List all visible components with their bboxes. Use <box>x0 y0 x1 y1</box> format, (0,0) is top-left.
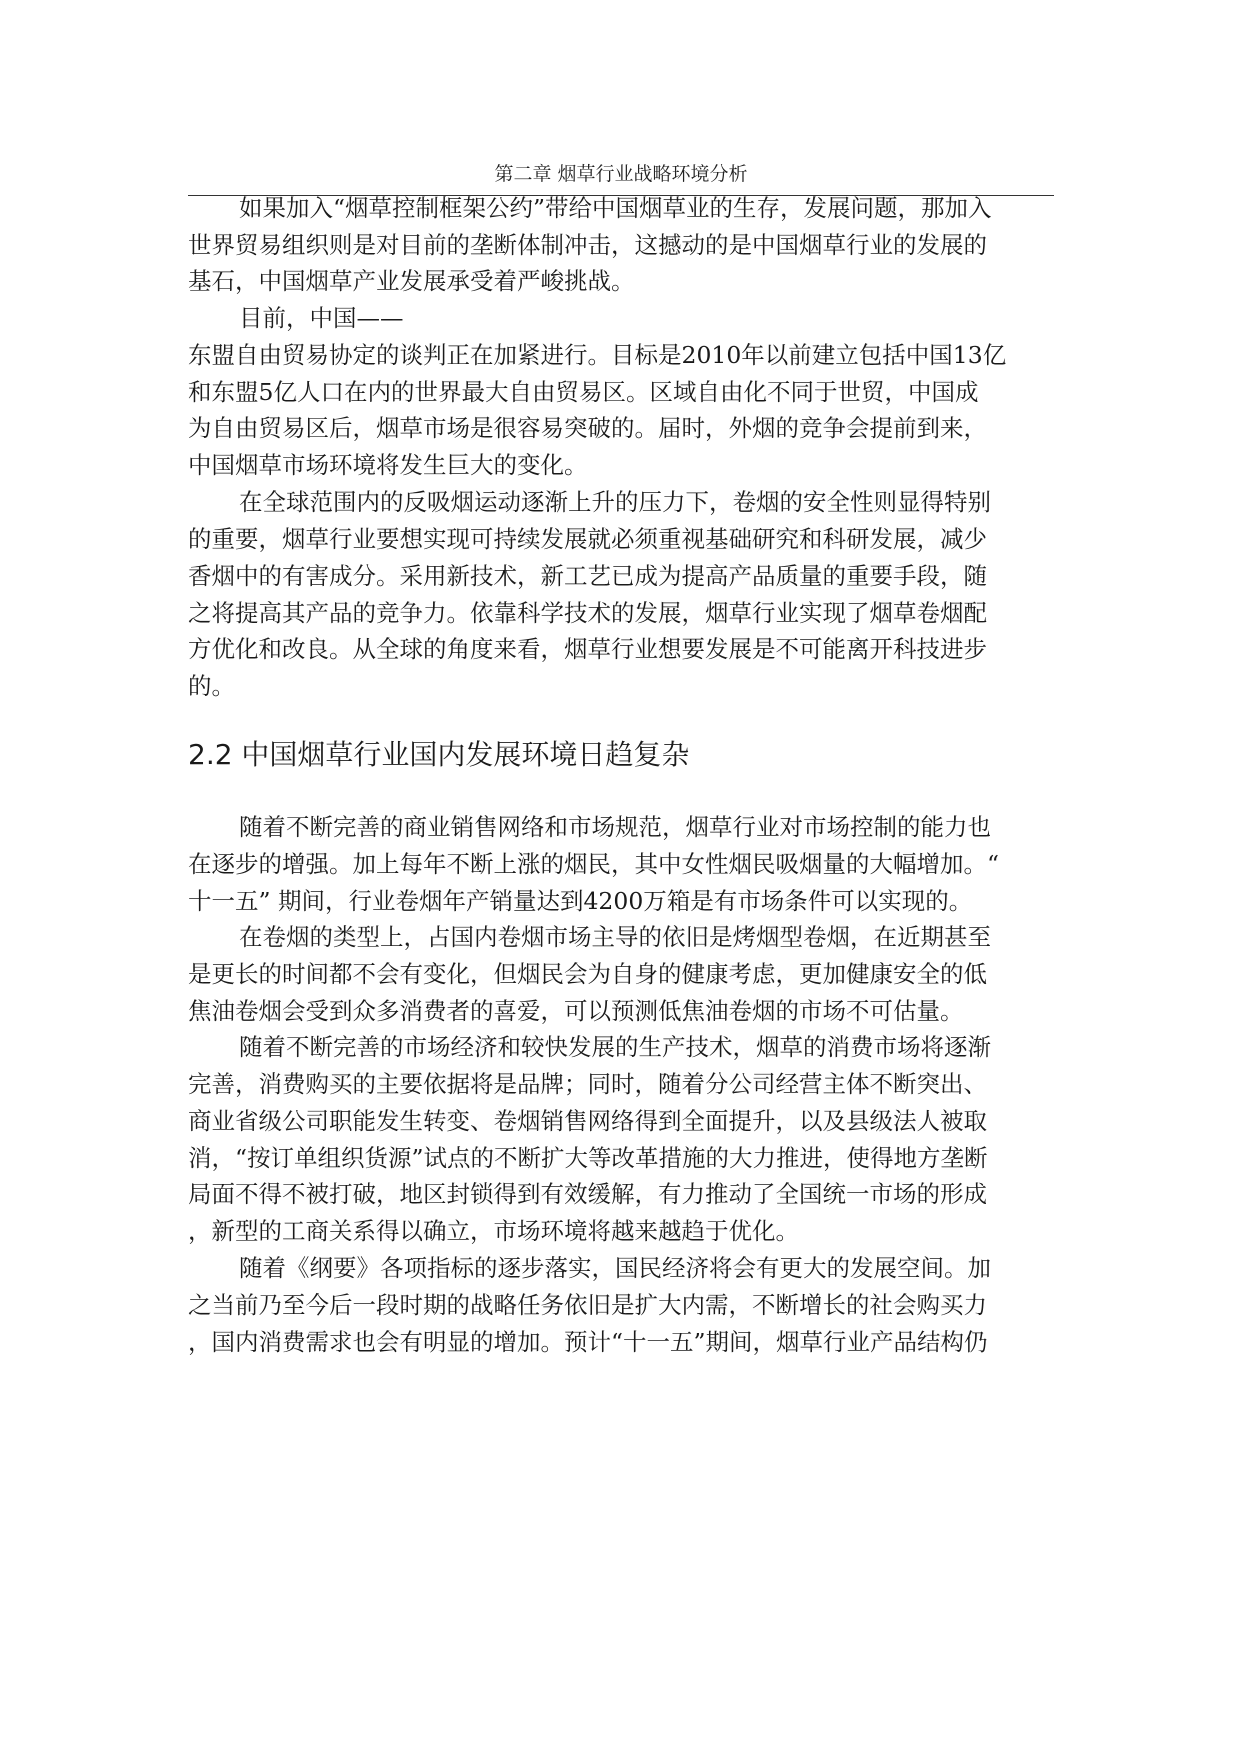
text-line: 随着《纲要》各项指标的逐步落实，国民经济将会有更大的发展空间。加 <box>239 1254 991 1282</box>
text-line: 消，“按订单组织货源”试点的不断扩大等改革措施的大力推进，使得地方垄断 <box>188 1144 988 1172</box>
running-header: 第二章 烟草行业战略环境分析 <box>494 163 748 185</box>
text-line: 中国烟草市场环境将发生巨大的变化。 <box>188 451 588 479</box>
text-line: 基石，中国烟草产业发展承受着严峻挑战。 <box>188 267 635 295</box>
text-line: 东盟自由贸易协定的谈判正在加紧进行。目标是2010年以前建立包括中国13亿 <box>188 341 1007 369</box>
text-line: 目前，中国—— <box>239 304 404 332</box>
text-line: 的。 <box>188 672 235 700</box>
text-line: 香烟中的有害成分。采用新技术，新工艺已成为提高产品质量的重要手段，随 <box>188 562 987 590</box>
text-line: 焦油卷烟会受到众多消费者的喜爱，可以预测低焦油卷烟的市场不可估量。 <box>188 997 964 1025</box>
text-line: 随着不断完善的商业销售网络和市场规范，烟草行业对市场控制的能力也 <box>239 813 991 841</box>
text-line: ，国内消费需求也会有明显的增加。预计“十一五”期间，烟草行业产品结构仍 <box>188 1328 988 1356</box>
text-line: 在逐步的增强。加上每年不断上涨的烟民，其中女性烟民吸烟量的大幅增加。“ <box>188 850 1000 878</box>
text-line: 在全球范围内的反吸烟运动逐渐上升的压力下，卷烟的安全性则显得特别 <box>239 488 991 516</box>
text-line: 是更长的时间都不会有变化，但烟民会为自身的健康考虑，更加健康安全的低 <box>188 960 987 988</box>
section-heading: 2.2 中国烟草行业国内发展环境日趋复杂 <box>188 738 690 771</box>
text-line: 世界贸易组织则是对目前的垄断体制冲击，这撼动的是中国烟草行业的发展的 <box>188 231 987 259</box>
text-line: 为自由贸易区后，烟草市场是很容易突破的。届时，外烟的竞争会提前到来， <box>188 414 987 442</box>
text-line: 局面不得不被打破，地区封锁得到有效缓解，有力推动了全国统一市场的形成 <box>188 1180 987 1208</box>
text-line: 十一五” 期间，行业卷烟年产销量达到4200万箱是有市场条件可以实现的。 <box>188 887 973 915</box>
text-line: 商业省级公司职能发生转变、卷烟销售网络得到全面提升，以及县级法人被取 <box>188 1107 987 1135</box>
text-line: 之当前乃至今后一段时期的战略任务依旧是扩大内需，不断增长的社会购买力 <box>188 1291 987 1319</box>
text-line: 如果加入“烟草控制框架公约”带给中国烟草业的生存，发展问题，那加入 <box>239 194 992 222</box>
text-line: 和东盟5亿人口在内的世界最大自由贸易区。区域自由化不同于世贸，中国成 <box>188 378 979 406</box>
text-line: 之将提高其产品的竞争力。依靠科学技术的发展，烟草行业实现了烟草卷烟配 <box>188 599 987 627</box>
text-line: 在卷烟的类型上，占国内卷烟市场主导的依旧是烤烟型卷烟，在近期甚至 <box>239 923 991 951</box>
text-line: 方优化和改良。从全球的角度来看，烟草行业想要发展是不可能离开科技进步 <box>188 635 987 663</box>
text-line: ，新型的工商关系得以确立，市场环境将越来越趋于优化。 <box>188 1217 799 1245</box>
text-line: 完善，消费购买的主要依据将是品牌；同时，随着分公司经营主体不断突出、 <box>188 1070 987 1098</box>
text-line: 随着不断完善的市场经济和较快发展的生产技术，烟草的消费市场将逐渐 <box>239 1033 991 1061</box>
text-line: 的重要，烟草行业要想实现可持续发展就必须重视基础研究和科研发展，减少 <box>188 525 987 553</box>
